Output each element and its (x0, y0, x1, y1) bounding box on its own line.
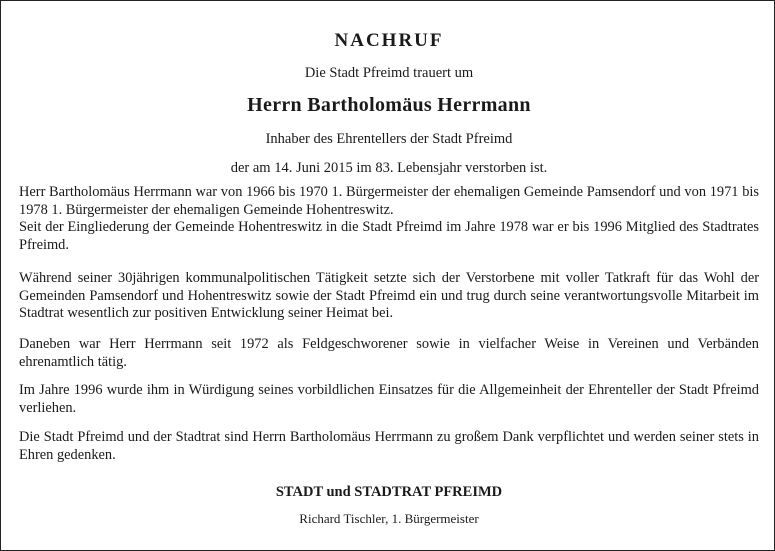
notice-intro: Die Stadt Pfreimd trauert um (304, 65, 474, 81)
honor-line: Inhaber des Ehrentellers der Stadt Pfreimd (265, 131, 513, 147)
paragraph-activity: Während seiner 30jährigen kommunalpolitischen Tätigkeit setzte sich der Verstorbene mit voller Tatkraft für das Wohl der Gemeinden Pamsendorf und Hohentreswitz sowie der Stadt Pfreimd ein und trug durch seine verantwortungsvolle Mitarbeit im Stadtrat wesentlich zur positiven Entwicklung seiner Heimat bei. (19, 270, 759, 321)
signature-person: Richard Tischler, 1. Bürgermeister (299, 511, 479, 526)
signature-organization: STADT und STADTRAT PFREIMD (275, 484, 503, 500)
paragraph-career: Herr Bartholomäus Herrmann war von 1966 bis 1970 1. Bürgermeister der ehemaligen Gemeinde Pamsendorf und von 1971 bis 1978 1. Bürgermeister der ehemaligen Gemeinde Hohentreswitz. (19, 184, 759, 218)
death-line: der am 14. Juni 2015 im 83. Lebensjahr verstorben ist. (230, 160, 548, 176)
paragraph-gratitude: Die Stadt Pfreimd und der Stadtrat sind Herrn Bartholomäus Herrmann zu großem Dank verpflichtet und werden seiner stets in Ehren gedenken. (19, 429, 759, 463)
paragraph-council: Seit der Eingliederung der Gemeinde Hohentreswitz in die Stadt Pfreimd im Jahre 1978 war er bis 1996 Mitglied des Stadtrates Pfreimd. (19, 219, 759, 253)
paragraph-award: Im Jahre 1996 wurde ihm in Würdigung seines vorbildlichen Einsatzes für die Allgemeinheit der Ehrenteller der Stadt Pfreimd verliehen. (19, 382, 759, 416)
paragraph-volunteer: Daneben war Herr Herrmann seit 1972 als Feldgeschworener sowie in vielfacher Weise in Vereinen und Verbänden ehrenamtlich tätig. (19, 336, 759, 370)
notice-title: NACHRUF (334, 30, 444, 51)
deceased-name: Herrn Bartholomäus Herrmann (247, 94, 531, 116)
